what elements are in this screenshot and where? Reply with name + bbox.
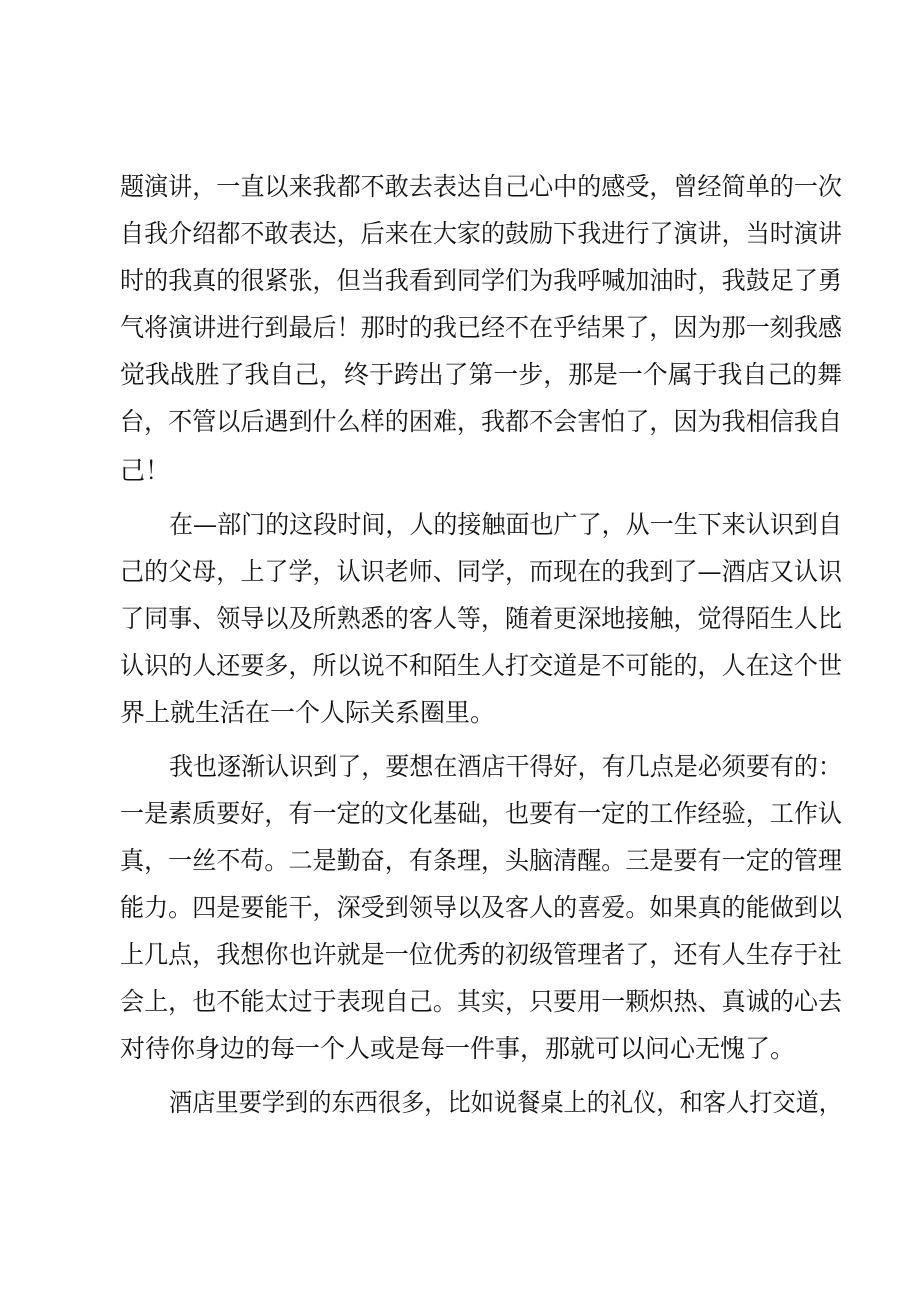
paragraph-line: 气将演讲进行到最后！那时的我已经不在乎结果了，因为那一刻我感 [120,313,842,342]
paragraph-line: 台，不管以后遇到什么样的困难，我都不会害怕了，因为我相信我自 [120,407,842,436]
paragraph-line: 真，一丝不苟。二是勤奋，有条理，头脑清醒。三是要有一定的管理 [120,846,842,875]
paragraph-line: 了同事、领导以及所熟悉的客人等，随着更深地接触，觉得陌生人比 [120,604,842,633]
paragraph-line: 题演讲，一直以来我都不敢去表达自己心中的感受，曾经简单的一次 [120,172,842,201]
paragraph-line: 能力。四是要能干，深受到领导以及客人的喜爱。如果真的能做到以 [120,893,842,922]
paragraph-line: 己！ [120,456,171,485]
paragraph-line: 时的我真的很紧张，但当我看到同学们为我呼喊加油时，我鼓足了勇 [120,266,842,295]
paragraph-line: 一是素质要好，有一定的文化基础，也要有一定的工作经验，工作认 [120,799,842,828]
paragraph-line: 酒店里要学到的东西很多，比如说餐桌上的礼仪，和客人打交道， [169,1088,843,1117]
paragraph-line: 会上，也不能太过于表现自己。其实，只要用一颗炽热、真诚的心去 [120,987,842,1016]
paragraph-line: 在—部门的这段时间，人的接触面也广了，从一生下来认识到自 [169,510,842,539]
paragraph-line: 自我介绍都不敢表达，后来在大家的鼓励下我进行了演讲，当时演讲 [120,219,842,248]
paragraph-line: 我也逐渐认识到了，要想在酒店干得好，有几点是必须要有的： [169,752,842,781]
paragraph-line: 认识的人还要多，所以说不和陌生人打交道是不可能的，人在这个世 [120,651,842,680]
paragraph-line: 己的父母，上了学，认识老师、同学，而现在的我到了—酒店又认识 [120,557,842,586]
paragraph-line: 觉我战胜了我自己，终于跨出了第一步，那是一个属于我自己的舞 [120,360,842,389]
paragraph-line: 对待你身边的每一个人或是每一件事，那就可以问心无愧了。 [120,1034,796,1063]
paragraph-line: 上几点，我想你也许就是一位优秀的初级管理者了，还有人生存于社 [120,940,842,969]
paragraph-line: 界上就生活在一个人际关系圈里。 [120,698,496,727]
